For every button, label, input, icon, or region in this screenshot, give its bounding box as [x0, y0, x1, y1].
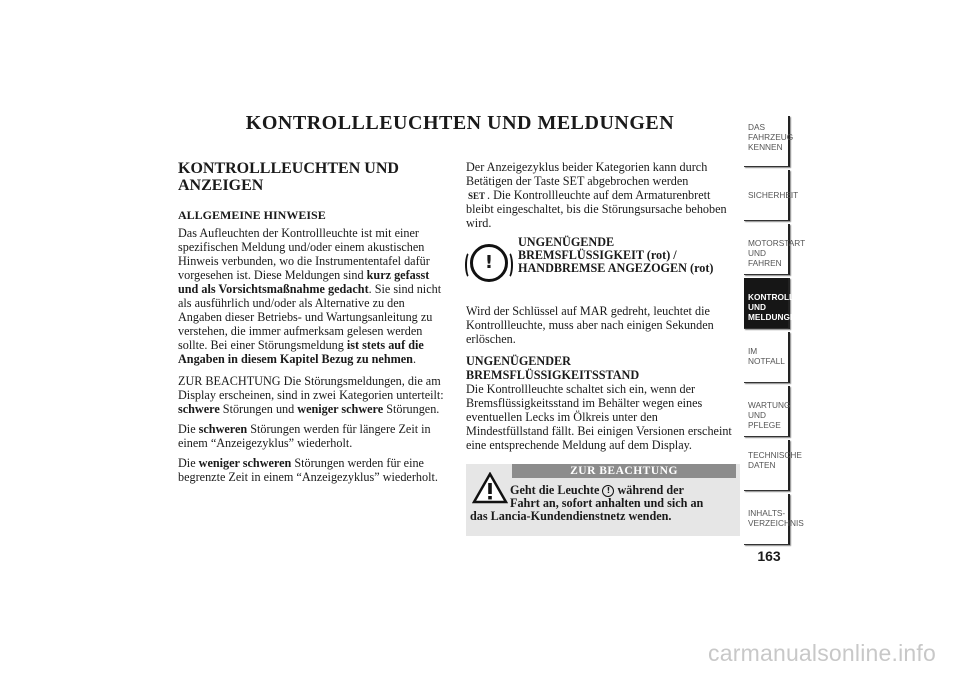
watermark: carmanualsonline.info: [708, 640, 936, 666]
notice-box: [466, 464, 740, 536]
notice-title: ZUR BEACHTUNG: [512, 464, 736, 478]
tab-technische-daten[interactable]: TECHNISCHE DATEN: [744, 440, 790, 491]
tab-das-fahrzeug-kennen[interactable]: DAS FAHRZEUG KENNEN: [744, 116, 790, 167]
tab-sicherheit[interactable]: SICHERHEIT: [744, 170, 790, 221]
tab-wartung-und-pflege[interactable]: WARTUNG UND PFLEGE: [744, 386, 790, 437]
general-notes-heading: ALLGEMEINE HINWEISE: [178, 208, 326, 222]
general-notes-paragraph: Das Aufleuchten der Kontrollleuchte ist mit einer spezifischen Meldung und/oder einem akustischen Hinweis verbunden, wo die Instrumententafel dafür vorgesehen ist. Diese Meldungen sind kurz gefasst und als Vorsichtsmaßnahme gedacht. Sie sind nicht als ausführlich und/oder als Alternative zu den Angaben dieser Betriebs- und Wartungsanleitung zu verstehen, die immer aufmerksam gelesen werden sollte. Bei einer Störungsmeldung ist stets auf die Angaben in diesem Kapitel Bezug zu nehmen.: [178, 226, 442, 366]
categories-paragraph: ZUR BEACHTUNG Die Störungsmeldungen, die am Display erscheinen, sind in zwei Kategorien unterteilt: schwere Störungen und weniger schwere Störungen.: [178, 374, 444, 416]
tab-motorstart-und-fahren[interactable]: MOTORSTART UND FAHREN: [744, 224, 790, 275]
brake-warning-heading: UNGENÜGENDE BREMSFLÜSSIGKEIT (rot) / HANDBREMSE ANGEZOGEN (rot): [518, 235, 714, 275]
key-mar-paragraph: Wird der Schlüssel auf MAR gedreht, leuchtet die Kontrollleuchte, muss aber nach einigen Sekunden erlöschen.: [466, 304, 714, 346]
display-cycle-paragraph: Der Anzeigezyklus beider Kategorien kann durch Betätigen der Taste SET abgebrochen werden SET . Die Kontrollleuchte auf dem Armaturenbrett bleibt eingeschaltet, bis die Störungsursache behoben wird.: [466, 160, 727, 230]
tab-kontrollleuchten-und-meldungen[interactable]: KONTROLLLEUCHTEN UND MELDUNGEN: [744, 278, 790, 329]
brake-warning-mini-icon: !: [602, 485, 614, 497]
fluid-level-heading: UNGENÜGENDER BREMSFLÜSSIGKEITSSTAND: [466, 354, 640, 382]
brake-warning-block: [466, 236, 740, 298]
left-column: [178, 160, 450, 490]
right-column: [466, 160, 740, 536]
section-heading: KONTROLLLEUCHTEN UND ANZEIGEN: [178, 160, 399, 194]
less-severe-paragraph: Die weniger schweren Störungen werden für eine begrenzte Zeit in einem “Anzeigezyklus” wiederholt.: [178, 456, 438, 484]
tab-im-notfall[interactable]: IM NOTFALL: [744, 332, 790, 383]
set-button-icon: SET: [468, 190, 486, 201]
page-title: KONTROLLLEUCHTEN UND MELDUNGEN: [245, 112, 675, 134]
severe-paragraph: Die schweren Störungen werden für längere Zeit in einem “Anzeigezyklus” wiederholt.: [178, 422, 431, 450]
tab-inhaltsverzeichnis[interactable]: INHALTS- VERZEICHNIS: [744, 494, 790, 545]
fluid-level-paragraph: Die Kontrollleuchte schaltet sich ein, wenn der Bremsflüssigkeitsstand im Behälter wegen eines eventuellen Lecks im Ölkreis unter den Mindestfüllstand fällt. Bei einigen Versionen erscheint eine entsprechende Meldung auf dem Display.: [466, 382, 732, 452]
page-number: 163: [757, 548, 781, 564]
notice-text: Geht die Leuchte ! während der Fahrt an, sofort anhalten und sich an das Lancia-Kundendienstnetz wenden.: [470, 483, 704, 524]
brake-warning-icon: !: [470, 244, 508, 282]
